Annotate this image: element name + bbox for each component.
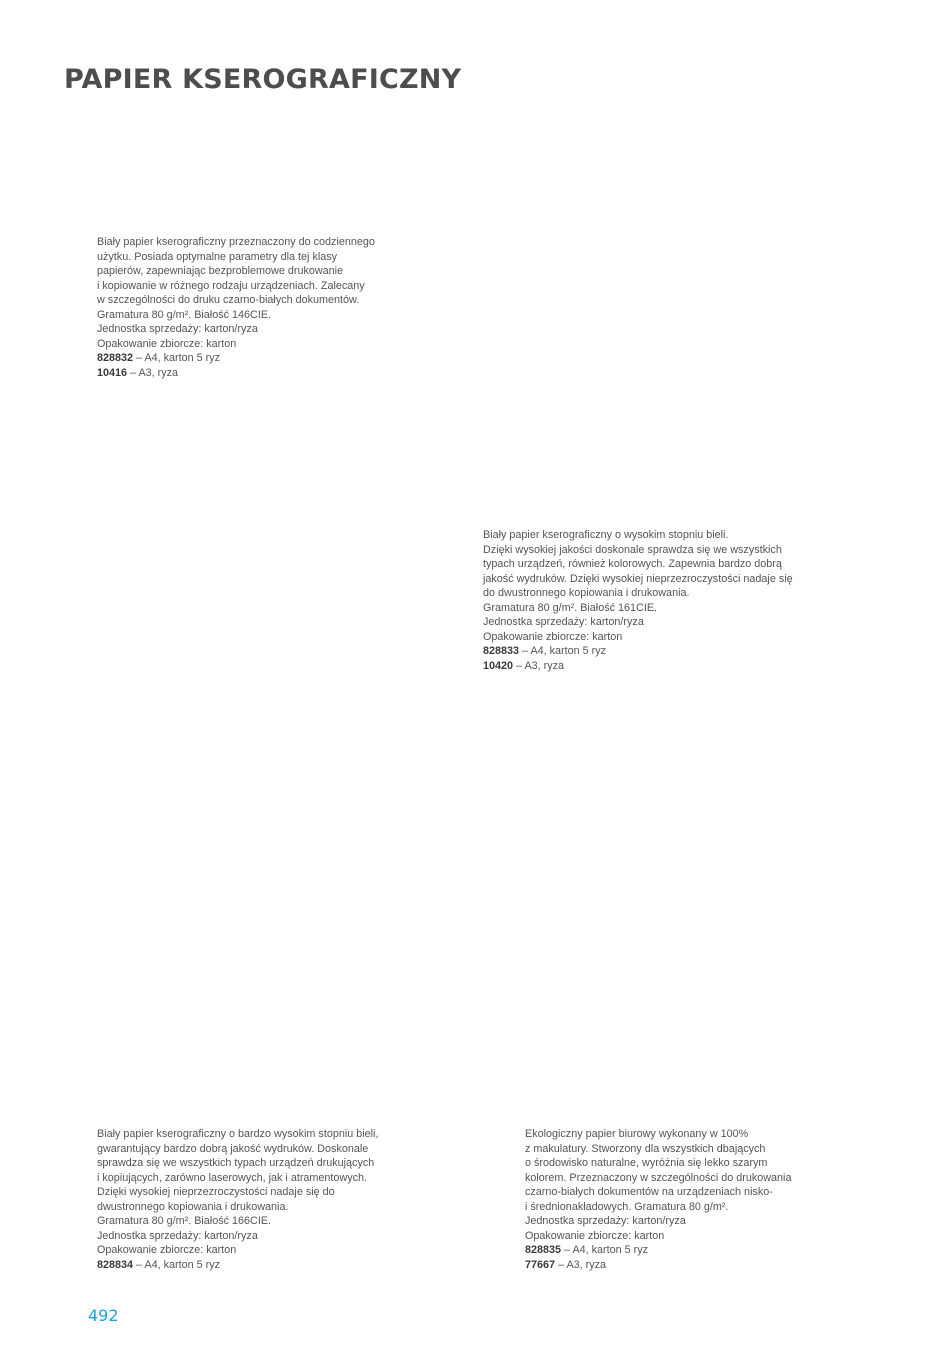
description-line: Gramatura 80 g/m². Białość 166CIE.	[97, 1215, 272, 1227]
product-code-line	[525, 1258, 791, 1273]
description-line: i kopiujących, zarówno laserowych, jak i atramentowych.	[97, 1171, 368, 1184]
description-line: Gramatura 80 g/m². Białość 146CIE.	[97, 308, 272, 321]
description-line: dwustronnego kopiowania i drukowania.	[97, 1200, 289, 1213]
description-line: Biały papier kserograficzny przeznaczony do codziennego	[97, 236, 375, 248]
description-line: Ekologiczny papier biurowy wykonany w 100%	[525, 1128, 749, 1140]
product-variant: – A4, karton 5 ryz	[561, 1244, 649, 1256]
product-code: 828834	[97, 1258, 134, 1271]
description-line: Dzięki wysokiej jakości doskonale sprawdza się we wszystkich	[483, 543, 782, 556]
description-line: Biały papier kserograficzny o wysokim stopniu bieli.	[483, 529, 729, 541]
description-line: kolorem. Przeznaczony w szczególności do drukowania	[525, 1171, 792, 1184]
product-variant: – A3, ryza	[555, 1258, 607, 1271]
product-code: 10420	[483, 659, 514, 672]
product-variant: – A3, ryza	[127, 366, 179, 379]
product-variant: – A4, karton 5 ryz	[133, 1258, 221, 1271]
description-line: Jednostka sprzedaży: karton/ryza	[97, 323, 258, 335]
description-line: Dzięki wysokiej nieprzezroczystości nadaje się do	[97, 1186, 335, 1198]
product-code: 10416	[97, 366, 128, 379]
product-code-line	[97, 1258, 378, 1273]
description-line: Jednostka sprzedaży: karton/ryza	[483, 616, 644, 628]
product-description	[97, 1127, 378, 1272]
description-line: w szczególności do druku czarno-białych dokumentów.	[97, 294, 360, 306]
page-number: 492	[88, 1306, 119, 1325]
description-line: jakość wydruków. Dzięki wysokiej nieprzezroczystości nadaje się	[483, 572, 793, 585]
product-code-line	[525, 1243, 791, 1258]
product-code-line	[483, 659, 793, 674]
product-variant: – A4, karton 5 ryz	[519, 645, 607, 657]
product-code-line	[97, 351, 375, 366]
product-code-line	[97, 366, 375, 381]
product-variant: – A4, karton 5 ryz	[133, 352, 221, 364]
product-description	[525, 1127, 791, 1272]
description-line: do dwustronnego kopiowania i drukowania.	[483, 587, 690, 599]
description-line: Jednostka sprzedaży: karton/ryza	[525, 1215, 686, 1227]
description-line: i kopiowanie w różnego rodzaju urządzeniach. Zalecany	[97, 279, 365, 292]
product-code: 828832	[97, 352, 134, 364]
description-line: gwarantujący bardzo dobrą jakość wydruków. Doskonale	[97, 1142, 369, 1155]
description-line: Biały papier kserograficzny o bardzo wysokim stopniu bieli,	[97, 1128, 379, 1140]
product-code: 828835	[525, 1244, 562, 1256]
product-description	[97, 235, 375, 380]
description-line: sprawdza się we wszystkich typach urządzeń drukujących	[97, 1157, 375, 1169]
description-line: typach urządzeń, również kolorowych. Zapewnia bardzo dobrą	[483, 558, 782, 570]
product-code: 77667	[525, 1258, 556, 1271]
description-line: papierów, zapewniając bezproblemowe drukowanie	[97, 265, 344, 277]
description-line: Gramatura 80 g/m². Białość 161CIE.	[483, 601, 658, 614]
description-line: z makulatury. Stworzony dla wszystkich dbających	[525, 1142, 766, 1155]
description-line: użytku. Posiada optymalne parametry dla tej klasy	[97, 250, 338, 263]
description-line: Opakowanie zbiorcze: karton	[525, 1229, 665, 1242]
product-code-line	[483, 644, 793, 659]
product-variant: – A3, ryza	[513, 659, 565, 672]
description-line: i średnionakładowych. Gramatura 80 g/m².	[525, 1200, 729, 1213]
description-line: Jednostka sprzedaży: karton/ryza	[97, 1229, 258, 1242]
product-description	[483, 528, 793, 673]
product-code: 828833	[483, 645, 520, 657]
description-line: czarno-białych dokumentów na urządzeniach nisko-	[525, 1186, 773, 1198]
page-title: PAPIER KSEROGRAFICZNY	[64, 64, 462, 95]
description-line: Opakowanie zbiorcze: karton	[97, 1244, 237, 1256]
description-line: o środowisko naturalne, wyróżnia się lekko szarym	[525, 1157, 768, 1169]
description-line: Opakowanie zbiorcze: karton	[483, 630, 623, 643]
description-line: Opakowanie zbiorcze: karton	[97, 337, 237, 350]
